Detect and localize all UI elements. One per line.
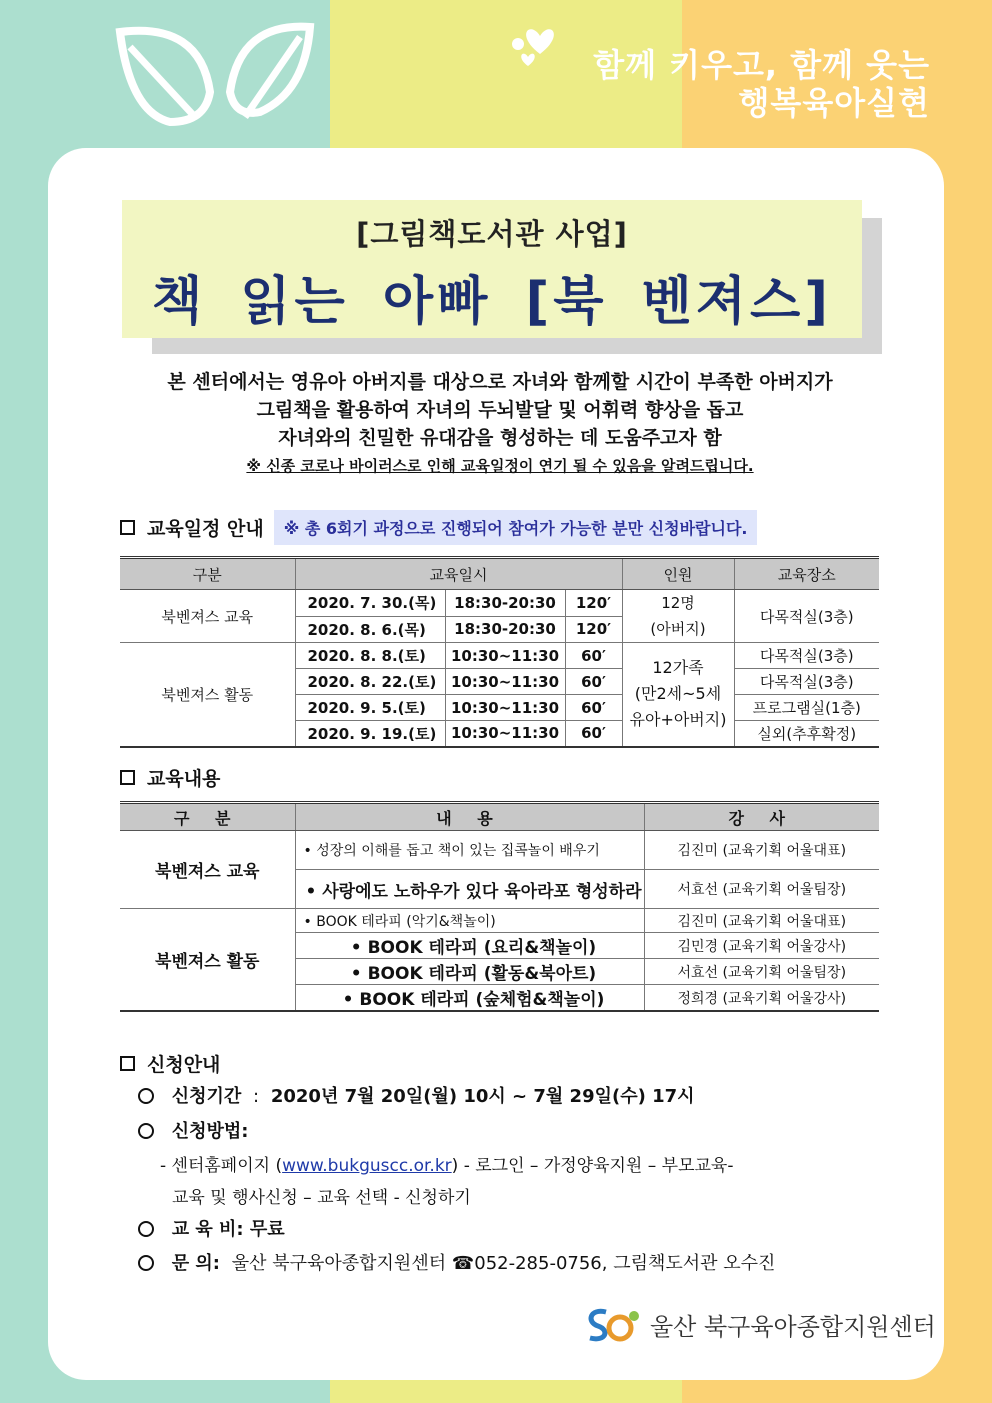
- time-cell: 10:30~11:30: [445, 695, 565, 721]
- slogan-line1: 함께 키우고, 함께 웃는: [593, 46, 930, 84]
- schedule-heading: [120, 510, 757, 545]
- schedule-heading-text: 교육일정 안내: [147, 518, 264, 540]
- content-cell: • BOOK 테라피 (악기&책놀이): [295, 909, 644, 933]
- center-logo: [582, 1304, 936, 1344]
- date-cell: 2020. 7. 30.(목): [295, 590, 445, 617]
- content-cell: • 사랑에도 노하우가 있다 육아라포 형성하라: [295, 870, 644, 909]
- group-label: 북벤져스 활동: [120, 643, 295, 747]
- method-pre: - 센터홈페이지 (: [160, 1156, 283, 1176]
- place-cell: 다목적실(3층): [734, 590, 879, 643]
- slogan: [593, 46, 930, 122]
- time-cell: 10:30~11:30: [445, 721, 565, 747]
- center-logo-icon: [582, 1304, 642, 1344]
- people-note: (아버지): [650, 620, 706, 638]
- people-cell: [622, 590, 734, 643]
- group-label: 북벤져스 교육: [120, 831, 295, 909]
- content-cell: • 성장의 이해를 돕고 책이 있는 집콕놀이 배우기: [295, 831, 644, 870]
- group-label: 북벤져스 활동: [120, 909, 295, 1012]
- date-cell: 2020. 8. 22.(토): [295, 669, 445, 695]
- checkbox-square-icon: [120, 1056, 135, 1071]
- circle-bullet-icon: [138, 1088, 154, 1104]
- intro-line3: 자녀와의 친밀한 유대감을 형성하는 데 도움주고자 함: [278, 427, 722, 449]
- place-cell: 다목적실(3층): [734, 669, 879, 695]
- table-row: [120, 831, 879, 870]
- apply-heading-text: 신청안내: [147, 1054, 221, 1076]
- schedule-header-row: [120, 558, 879, 590]
- content-table: [120, 801, 879, 1012]
- apply-heading: [120, 1050, 220, 1077]
- fee-label: 교 육 비: 무료: [171, 1219, 285, 1240]
- title-main: 책 읽는 아빠 [북 벤져스]: [151, 272, 833, 332]
- duration-cell: 60′: [565, 721, 622, 747]
- time-cell: 10:30~11:30: [445, 669, 565, 695]
- circle-bullet-icon: [138, 1123, 154, 1139]
- apply-method: [138, 1117, 248, 1143]
- duration-cell: 120′: [565, 616, 622, 643]
- intro-text: [100, 368, 900, 480]
- apply-fee: [138, 1215, 285, 1241]
- period-sep: :: [253, 1086, 260, 1107]
- duration-cell: 60′: [565, 695, 622, 721]
- content-cell: • BOOK 테라피 (요리&책놀이): [295, 933, 644, 959]
- circle-bullet-icon: [138, 1221, 154, 1237]
- people-note: (만2세~5세: [634, 684, 722, 704]
- schedule-notice: ※ 총 6회기 과정으로 진행되어 참여가 가능한 분만 신청바랍니다.: [274, 510, 758, 545]
- method-label: 신청방법:: [171, 1121, 249, 1142]
- homepage-link[interactable]: www.bukguscc.or.kr: [282, 1156, 452, 1176]
- content-cell: • BOOK 테라피 (숲체험&책놀이): [295, 985, 644, 1012]
- date-cell: 2020. 8. 6.(목): [295, 616, 445, 643]
- content-header-row: [120, 803, 879, 831]
- method-line1: [160, 1151, 733, 1176]
- date-cell: 2020. 8. 8.(토): [295, 643, 445, 669]
- leaves-icon: [110, 12, 320, 137]
- method-line2: 교육 및 행사신청 – 교육 선택 - 신청하기: [172, 1188, 471, 1208]
- content-heading-text: 교육내용: [147, 768, 221, 790]
- teacher-cell: 김민경 (교육기획 어울강사): [644, 933, 879, 959]
- period-value: 2020년 7월 20일(월) 10시 ~ 7월 29일(수) 17시: [270, 1086, 695, 1107]
- header-people: 인원: [622, 558, 734, 590]
- date-cell: 2020. 9. 19.(토): [295, 721, 445, 747]
- teacher-cell: 정희경 (교육기획 어울강사): [644, 985, 879, 1012]
- hearts-icon: [510, 24, 570, 74]
- content-cell: • BOOK 테라피 (활동&북아트): [295, 959, 644, 985]
- method-post: ) - 로그인 – 가정양육지원 – 부모교육-: [451, 1156, 734, 1176]
- contact-value: 울산 북구육아종합지원센터 ☎052-285-0756, 그림책도서관 오수진: [231, 1253, 776, 1274]
- group-label: 북벤져스 교육: [120, 590, 295, 643]
- time-cell: 18:30-20:30: [445, 616, 565, 643]
- apply-period: [138, 1082, 695, 1108]
- time-cell: 10:30~11:30: [445, 643, 565, 669]
- intro-line2: 그림책을 활용하여 자녀의 두뇌발달 및 어휘력 향상을 돕고: [256, 399, 744, 421]
- time-cell: 18:30-20:30: [445, 590, 565, 617]
- title-box: [122, 200, 862, 338]
- people-count: 12가족: [652, 658, 704, 678]
- header-category: 구분: [120, 558, 295, 590]
- apply-contact: [138, 1249, 775, 1275]
- duration-cell: 60′: [565, 643, 622, 669]
- header-place: 교육장소: [734, 558, 879, 590]
- circle-bullet-icon: [138, 1255, 154, 1271]
- teacher-cell: 김진미 (교육기획 어울대표): [644, 909, 879, 933]
- date-cell: 2020. 9. 5.(토): [295, 695, 445, 721]
- intro-note: ※ 신종 코로나 바이러스로 인해 교육일정이 연기 될 수 있음을 알려드립니다.: [246, 457, 754, 475]
- people-note: 유아+아버지): [629, 710, 727, 730]
- place-cell: 프로그램실(1층): [734, 695, 879, 721]
- period-label: 신청기간: [171, 1086, 242, 1107]
- duration-cell: 60′: [565, 669, 622, 695]
- intro-line1: 본 센터에서는 영유아 아버지를 대상으로 자녀와 함께할 시간이 부족한 아버지가: [167, 371, 833, 393]
- teacher-cell: 서효선 (교육기획 어울팀장): [644, 870, 879, 909]
- header-content: 내 용: [295, 803, 644, 831]
- content-heading: [120, 764, 220, 791]
- people-count: 12명: [661, 594, 695, 612]
- place-cell: 실외(추후확정): [734, 721, 879, 747]
- teacher-cell: 서효선 (교육기획 어울팀장): [644, 959, 879, 985]
- center-logo-text: 울산 북구육아종합지원센터: [650, 1312, 936, 1341]
- checkbox-square-icon: [120, 770, 135, 785]
- place-cell: 다목적실(3층): [734, 643, 879, 669]
- teacher-cell: 김진미 (교육기획 어울대표): [644, 831, 879, 870]
- people-cell: [622, 643, 734, 747]
- duration-cell: 120′: [565, 590, 622, 617]
- slogan-line2: 행복육아실현: [738, 84, 930, 122]
- header-category: 구 분: [120, 803, 295, 831]
- checkbox-square-icon: [120, 520, 135, 535]
- header-teacher: 강 사: [644, 803, 879, 831]
- title-sub: [그림책도서관 사업]: [356, 217, 628, 251]
- schedule-table: [120, 556, 879, 748]
- table-row: [120, 643, 879, 669]
- table-row: [120, 909, 879, 933]
- header-datetime: 교육일시: [295, 558, 622, 590]
- table-row: [120, 590, 879, 617]
- contact-label: 문 의:: [171, 1253, 220, 1274]
